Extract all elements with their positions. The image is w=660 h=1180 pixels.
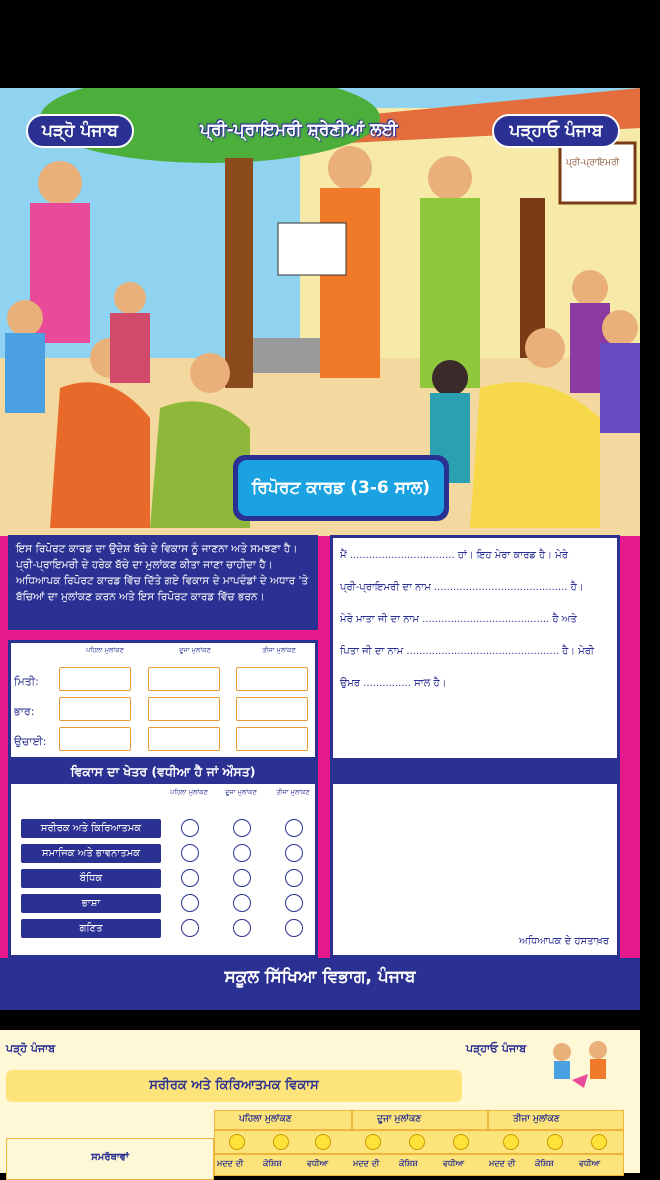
area-assess-1: ਪਹਿਲਾ ਮੁਲਾਂਕਣ bbox=[170, 788, 208, 796]
smiley-icon bbox=[547, 1134, 563, 1150]
grade-try-3: ਕੋਸ਼ਿਸ਼ bbox=[535, 1159, 554, 1168]
grade-try-1: ਕੋਸ਼ਿਸ਼ bbox=[263, 1159, 282, 1168]
social-circle-1[interactable] bbox=[181, 844, 199, 862]
assess-3-header: ਤੀਜਾ ਮੁਲਾਂਕਣ bbox=[262, 646, 296, 654]
math-circle-3[interactable] bbox=[285, 919, 303, 937]
grade-good-1: ਵਧੀਆ bbox=[307, 1159, 329, 1168]
development-area-heading: ਵਿਕਾਸ ਦਾ ਖੇਤਰ (ਵਧੀਆ ਹੈ ਜਾਂ ਔਸਤ) bbox=[8, 760, 318, 784]
abilities-header-cell bbox=[6, 1138, 214, 1180]
measurement-panel bbox=[8, 640, 318, 760]
area-social: ਸਮਾਜਿਕ ਅਤੇ ਭਾਵਨਾਤਮਕ bbox=[21, 844, 161, 863]
p2-assess-1-label: ਪਹਿਲਾ ਮੁਲਾਂਕਣ bbox=[239, 1114, 292, 1124]
area-assess-3: ਤੀਜਾ ਮੁਲਾਂਕਣ bbox=[276, 788, 310, 796]
cognitive-circle-1[interactable] bbox=[181, 869, 199, 887]
department-footer bbox=[0, 958, 640, 1010]
banner-title: ਪ੍ਰੀ-ਪ੍ਰਾਇਮਰੀ ਸ਼੍ਰੇਣੀਆਂ ਲਈ bbox=[200, 120, 398, 140]
p2-assess-2 bbox=[352, 1110, 488, 1130]
weight-field-2[interactable] bbox=[148, 697, 220, 721]
fill-line-age: ਉਮਰ ............... ਸਾਲ ਹੈ। bbox=[340, 678, 447, 689]
section-title-bar bbox=[6, 1070, 462, 1102]
cognitive-circle-2[interactable] bbox=[233, 869, 251, 887]
smiley-row bbox=[214, 1130, 624, 1154]
height-field-1[interactable] bbox=[59, 727, 131, 751]
school-sign: ਪ੍ਰੀ-ਪ੍ਰਾਇਮਰੀ bbox=[566, 158, 620, 168]
smiley-icon bbox=[503, 1134, 519, 1150]
area-language: ਭਾਸ਼ਾ bbox=[21, 894, 161, 913]
section-title: ਸਰੀਰਕ ਅਤੇ ਕਿਰਿਆਤਮਕ ਵਿਕਾਸ bbox=[149, 1078, 319, 1093]
math-circle-2[interactable] bbox=[233, 919, 251, 937]
physical-circle-3[interactable] bbox=[285, 819, 303, 837]
physical-development-page bbox=[0, 1030, 640, 1173]
smiley-icon bbox=[591, 1134, 607, 1150]
area-math: ਗਣਿਤ bbox=[21, 919, 161, 938]
language-circle-1[interactable] bbox=[181, 894, 199, 912]
right-divider bbox=[330, 760, 620, 784]
p2-assess-3-label: ਤੀਜਾ ਮੁਲਾਂਕਣ bbox=[513, 1114, 560, 1124]
fill-line-father: ਪਿਤਾ ਜੀ ਦਾ ਨਾਮ ................................................ ਹੈ। ਮੇਰੀ bbox=[340, 646, 594, 657]
abilities-label: ਸਮਰੱਥਾਵਾਂ bbox=[91, 1152, 129, 1163]
height-field-2[interactable] bbox=[148, 727, 220, 751]
p2-assess-3 bbox=[488, 1110, 624, 1130]
language-circle-3[interactable] bbox=[285, 894, 303, 912]
fill-line-school: ਪ੍ਰੀ-ਪ੍ਰਾਇਮਰੀ ਦਾ ਨਾਮ .......................................... ਹੈ। bbox=[340, 582, 584, 593]
report-title: ਰਿਪੋਰਟ ਕਾਰਡ (3-6 ਸਾਲ) bbox=[238, 460, 444, 516]
grade-try-2: ਕੋਸ਼ਿਸ਼ bbox=[399, 1159, 418, 1168]
smiley-icon bbox=[409, 1134, 425, 1150]
weight-label: ਭਾਰ: bbox=[14, 705, 35, 718]
children-icon bbox=[532, 1034, 622, 1090]
grade-good-2: ਵਧੀਆ bbox=[443, 1159, 465, 1168]
p2-assess-2-label: ਦੂਜਾ ਮੁਲਾਂਕਣ bbox=[377, 1114, 422, 1124]
assess-1-header: ਪਹਿਲਾ ਮੁਲਾਂਕਣ bbox=[86, 646, 124, 654]
p2-assess-1 bbox=[214, 1110, 352, 1130]
department-name: ਸਕੂਲ ਸਿੱਖਿਆ ਵਿਭਾਗ, ਪੰਜਾਬ bbox=[224, 967, 416, 987]
cognitive-circle-3[interactable] bbox=[285, 869, 303, 887]
intro-text: ਇਸ ਰਿਪੋਰਟ ਕਾਰਡ ਦਾ ਉਦੇਸ਼ ਬੱਚੇ ਦੇ ਵਿਕਾਸ ਨੂੰ ਜਾਣਨਾ ਅਤੇ ਸਮਝਣਾ ਹੈ।ਪ੍ਰੀ-ਪ੍ਰਾਇਮਰੀ ਦੇ ਹਰੇਕ ਬੱਚੇ ਦਾ ਮੁਲਾਂਕਣ ਕੀਤਾ ਜਾਣਾ ਚਾਹੀਦਾ ਹੈ।ਅਧਿਆਪਕ ਰਿਪੋਰਟ ਕਾਰਡ ਵਿੱਚ ਦਿੱਤੇ ਗਏ ਵਿਕਾਸ ਦੇ ਮਾਪਦੰਡਾਂ ਦੇ ਅਧਾਰ 'ਤੇ ਬੱਚਿਆਂ ਦਾ ਮੁਲਾਂਕਣ ਕਰਨ ਅਤੇ ਇਸ ਰਿਪੋਰਟ ਕਾਰਡ ਵਿੱਚ ਭਰਨ। bbox=[16, 543, 309, 603]
social-circle-2[interactable] bbox=[233, 844, 251, 862]
smiley-icon bbox=[229, 1134, 245, 1150]
grade-help-3: ਮਦਦ ਦੀ bbox=[489, 1159, 516, 1168]
smiley-icon bbox=[365, 1134, 381, 1150]
right-logo-pill: ਪੜ੍ਹਾਓ ਪੰਜਾਬ bbox=[492, 114, 620, 148]
language-circle-2[interactable] bbox=[233, 894, 251, 912]
social-circle-3[interactable] bbox=[285, 844, 303, 862]
fill-line-mother: ਮੇਰੇ ਮਾਤਾ ਜੀ ਦਾ ਨਾਮ ........................................ ਹੈ ਅਤੇ bbox=[340, 614, 577, 625]
physical-circle-1[interactable] bbox=[181, 819, 199, 837]
assess-2-header: ਦੂਜਾ ਮੁਲਾਂਕਣ bbox=[179, 646, 211, 654]
teacher-signature-label: ਅਧਿਆਪਕ ਦੇ ਹਸਤਾਖ਼ਰ bbox=[519, 936, 609, 947]
smiley-icon bbox=[453, 1134, 469, 1150]
photo-signature-panel bbox=[330, 784, 620, 958]
grade-help-1: ਮਦਦ ਦੀ bbox=[217, 1159, 244, 1168]
date-field-3[interactable] bbox=[236, 667, 308, 691]
smiley-icon bbox=[273, 1134, 289, 1150]
height-label: ਉਚਾਈ: bbox=[14, 735, 47, 748]
development-area-panel bbox=[8, 784, 318, 958]
intro-panel bbox=[8, 535, 318, 630]
page2-right-header: ਪੜ੍ਹਾਓ ਪੰਜਾਬ bbox=[466, 1042, 527, 1055]
date-field-2[interactable] bbox=[148, 667, 220, 691]
fill-line-name: ਮੈਂ ................................. ਹਾਂ। ਇਹ ਮੇਰਾ ਕਾਰਡ ਹੈ। ਮੇਰੇ bbox=[340, 550, 568, 561]
area-cognitive: ਬੌਧਿਕ bbox=[21, 869, 161, 888]
page2-left-header: ਪੜ੍ਹੋ ਪੰਜਾਬ bbox=[6, 1042, 56, 1055]
grade-good-3: ਵਧੀਆ bbox=[579, 1159, 601, 1168]
grade-help-2: ਮਦਦ ਦੀ bbox=[353, 1159, 380, 1168]
date-field-1[interactable] bbox=[59, 667, 131, 691]
left-logo-pill: ਪੜ੍ਹੋ ਪੰਜਾਬ bbox=[26, 114, 134, 148]
math-circle-1[interactable] bbox=[181, 919, 199, 937]
date-label: ਮਿਤੀ: bbox=[14, 675, 39, 688]
height-field-3[interactable] bbox=[236, 727, 308, 751]
area-physical: ਸਰੀਰਕ ਅਤੇ ਕਿਰਿਆਤਮਕ bbox=[21, 819, 161, 838]
weight-field-3[interactable] bbox=[236, 697, 308, 721]
smiley-icon bbox=[315, 1134, 331, 1150]
physical-circle-2[interactable] bbox=[233, 819, 251, 837]
report-title-badge bbox=[233, 455, 449, 521]
weight-field-1[interactable] bbox=[59, 697, 131, 721]
area-assess-2: ਦੂਜਾ ਮੁਲਾਂਕਣ bbox=[225, 788, 257, 796]
